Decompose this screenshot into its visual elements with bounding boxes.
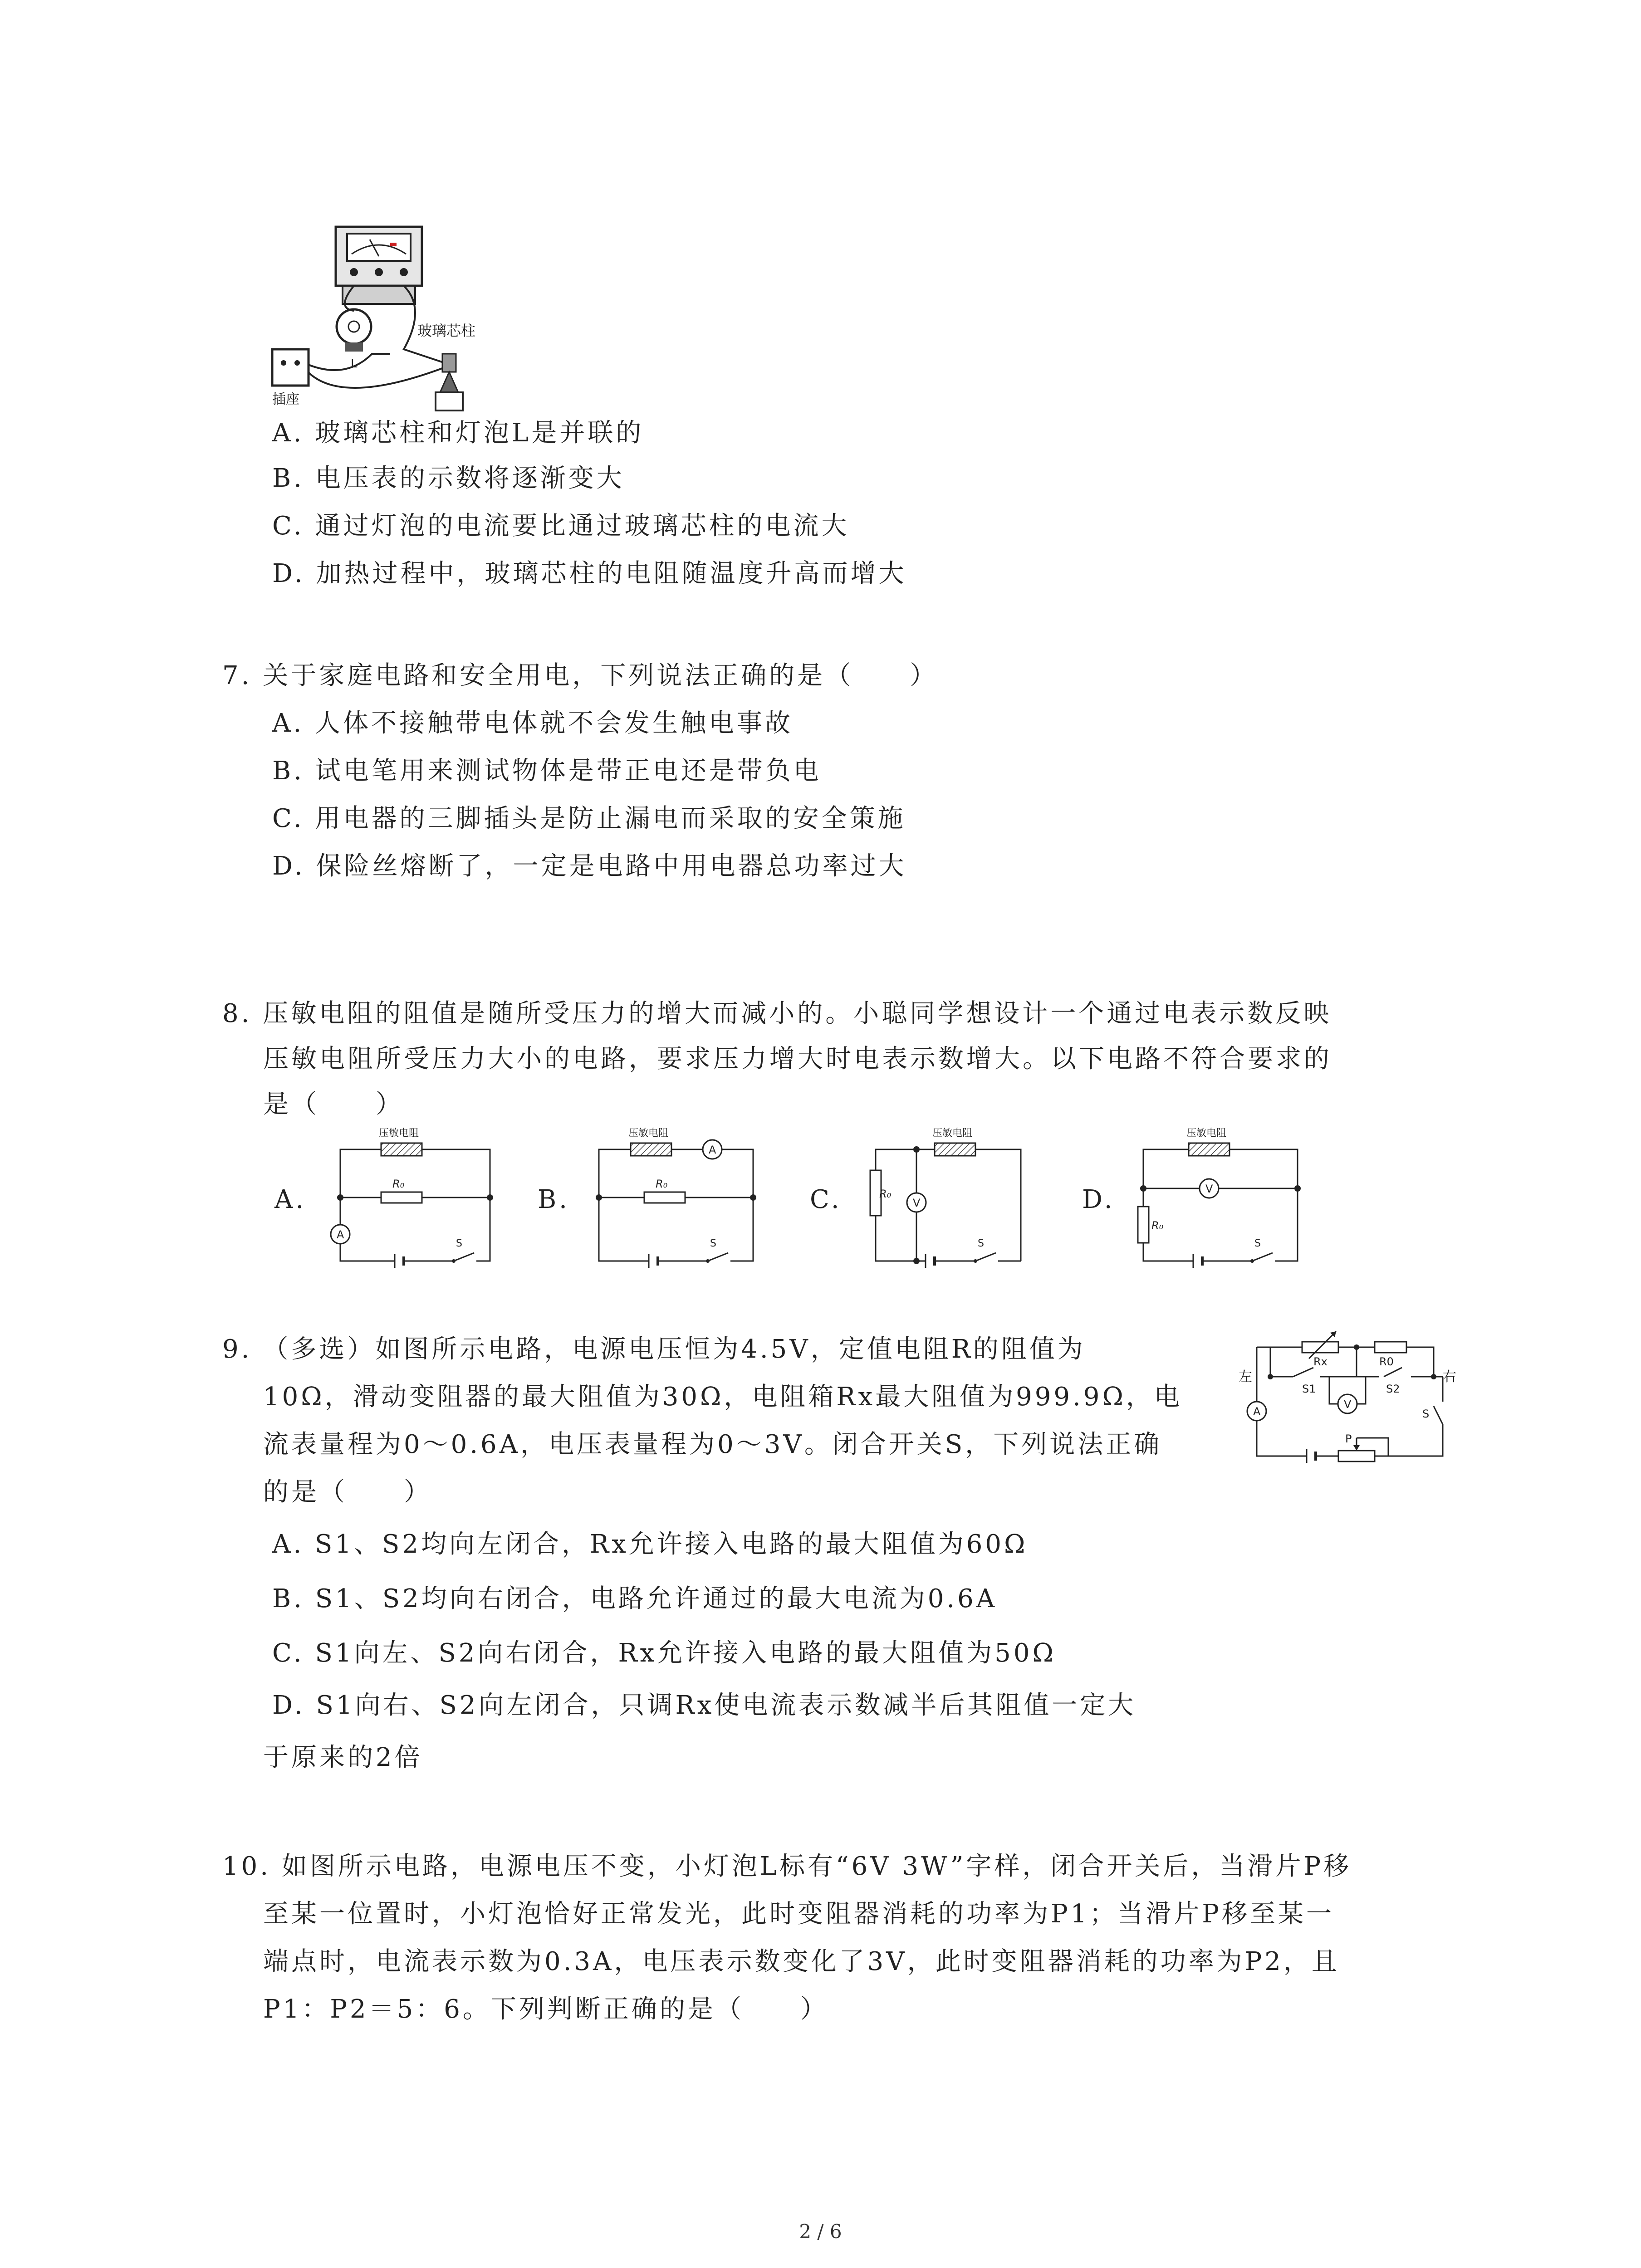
q8-circuit-a bbox=[318, 1125, 508, 1275]
q8-d-meter: V bbox=[1205, 1183, 1213, 1195]
q9-option-d-continued: 于原来的2倍 bbox=[263, 1743, 423, 1772]
q6-option-a: A. 玻璃芯柱和灯泡L是并联的 bbox=[272, 418, 644, 448]
q9-stem-line-4: 的是（ ） bbox=[263, 1477, 432, 1507]
q8-circuit-b bbox=[581, 1125, 771, 1275]
q8-d-switch: S bbox=[1254, 1238, 1261, 1249]
q8-b-r0-label: R₀ bbox=[656, 1178, 668, 1190]
q7-option-a: A. 人体不接触带电体就不会发生触电事故 bbox=[272, 709, 794, 738]
q8-d-sensor-label: 压敏电阻 bbox=[1186, 1128, 1227, 1139]
q7-stem: 7. 关于家庭电路和安全用电，下列说法正确的是（ ） bbox=[222, 661, 938, 690]
q8-circuit-a-letter: A. bbox=[274, 1185, 307, 1214]
q6-option-c: C. 通过灯泡的电流要比通过玻璃芯柱的电流大 bbox=[272, 511, 850, 541]
q8-circuit-c-letter: C. bbox=[810, 1185, 842, 1214]
q10-stem-line-3: 端点时，电流表示数为0.3A，电压表示数变化了3V，此时变阻器消耗的功率为P2，且 bbox=[263, 1947, 1340, 1976]
q7-option-b: B. 试电笔用来测试物体是带正电还是带负电 bbox=[272, 756, 822, 786]
q9-rx-label: Rx bbox=[1313, 1355, 1327, 1368]
q6-lamp-label: L bbox=[351, 357, 358, 371]
q10-stem-line-2: 至某一位置时，小灯泡恰好正常发光，此时变阻器消耗的功率为P1；当滑片P移至某一 bbox=[263, 1899, 1334, 1929]
q8-a-sensor-label: 压敏电阻 bbox=[379, 1128, 419, 1139]
q6-apparatus-figure bbox=[254, 218, 508, 417]
q6-glass-label: 玻璃芯柱 bbox=[417, 322, 476, 339]
q10-stem-line-1: 10. 如图所示电路，电源电压不变，小灯泡L标有“6V 3W”字样，闭合开关后，当滑片P移 bbox=[222, 1852, 1352, 1881]
q8-b-switch: S bbox=[710, 1238, 716, 1249]
q6-socket-label: 插座 bbox=[272, 391, 299, 407]
q6-option-b: B. 电压表的示数将逐渐变大 bbox=[272, 464, 625, 493]
q9-r0-label: R0 bbox=[1379, 1355, 1394, 1368]
q8-circuit-c bbox=[853, 1125, 1043, 1275]
q9-stem-line-1: 9. （多选）如图所示电路，电源电压恒为4.5V，定值电阻R的阻值为 bbox=[222, 1334, 1086, 1364]
q9-stem-line-2: 10Ω，滑动变阻器的最大阻值为30Ω，电阻箱Rx最大阻值为999.9Ω，电 bbox=[263, 1382, 1182, 1412]
q10-stem-line-4: P1：P2＝5：6。下列判断正确的是（ ） bbox=[263, 1994, 828, 2024]
q9-option-b: B. S1、S2均向右闭合，电路允许通过的最大电流为0.6A bbox=[272, 1584, 998, 1613]
q8-b-meter: A bbox=[709, 1144, 716, 1156]
q9-right-label: 右 bbox=[1443, 1369, 1456, 1385]
q8-a-r0-label: R₀ bbox=[392, 1178, 405, 1190]
q9-a-label: A bbox=[1253, 1405, 1261, 1418]
q8-stem-line-3: 是（ ） bbox=[263, 1090, 404, 1119]
q7-option-d: D. 保险丝熔断了，一定是电路中用电器总功率过大 bbox=[272, 851, 907, 881]
q8-circuit-b-letter: B. bbox=[538, 1185, 570, 1214]
q8-circuit-d-letter: D. bbox=[1082, 1185, 1115, 1214]
q9-circuit-figure bbox=[1230, 1320, 1465, 1483]
q8-a-meter: A bbox=[337, 1228, 344, 1241]
q8-b-sensor-label: 压敏电阻 bbox=[628, 1128, 669, 1139]
q9-option-a: A. S1、S2均向左闭合，Rx允许接入电路的最大阻值为60Ω bbox=[272, 1530, 1028, 1559]
q9-stem-line-3: 流表量程为0～0.6A，电压表量程为0～3V。闭合开关S，下列说法正确 bbox=[263, 1430, 1162, 1459]
q8-c-r0-label: R₀ bbox=[879, 1188, 892, 1200]
q9-s1-label: S1 bbox=[1302, 1383, 1316, 1395]
q8-stem-line-2: 压敏电阻所受压力大小的电路，要求压力增大时电表示数增大。以下电路不符合要求的 bbox=[263, 1044, 1332, 1074]
q8-c-sensor-label: 压敏电阻 bbox=[932, 1128, 973, 1139]
q9-p-label: P bbox=[1345, 1432, 1352, 1445]
q8-c-meter: V bbox=[913, 1197, 921, 1209]
q8-c-switch: S bbox=[978, 1238, 984, 1249]
q8-circuit-d bbox=[1125, 1125, 1316, 1275]
q9-option-c: C. S1向左、S2向右闭合，Rx允许接入电路的最大阻值为50Ω bbox=[272, 1638, 1056, 1668]
q7-option-c: C. 用电器的三脚插头是防止漏电而采取的安全策施 bbox=[272, 804, 906, 833]
q8-a-switch: S bbox=[456, 1238, 462, 1249]
q8-d-r0-label: R₀ bbox=[1151, 1219, 1164, 1232]
q6-option-d: D. 加热过程中，玻璃芯柱的电阻随温度升高而增大 bbox=[272, 559, 907, 588]
q9-s-label: S bbox=[1422, 1408, 1430, 1420]
page-number: 2 / 6 bbox=[799, 2220, 842, 2243]
q9-s2-label: S2 bbox=[1386, 1383, 1400, 1395]
q8-stem-line-1: 8. 压敏电阻的阻值是随所受压力的增大而减小的。小聪同学想设计一个通过电表示数反映 bbox=[222, 999, 1332, 1028]
q9-left-label: 左 bbox=[1239, 1369, 1252, 1385]
q9-option-d: D. S1向右、S2向左闭合，只调Rx使电流表示数减半后其阻值一定大 bbox=[272, 1691, 1136, 1720]
q9-v-label: V bbox=[1344, 1398, 1352, 1411]
